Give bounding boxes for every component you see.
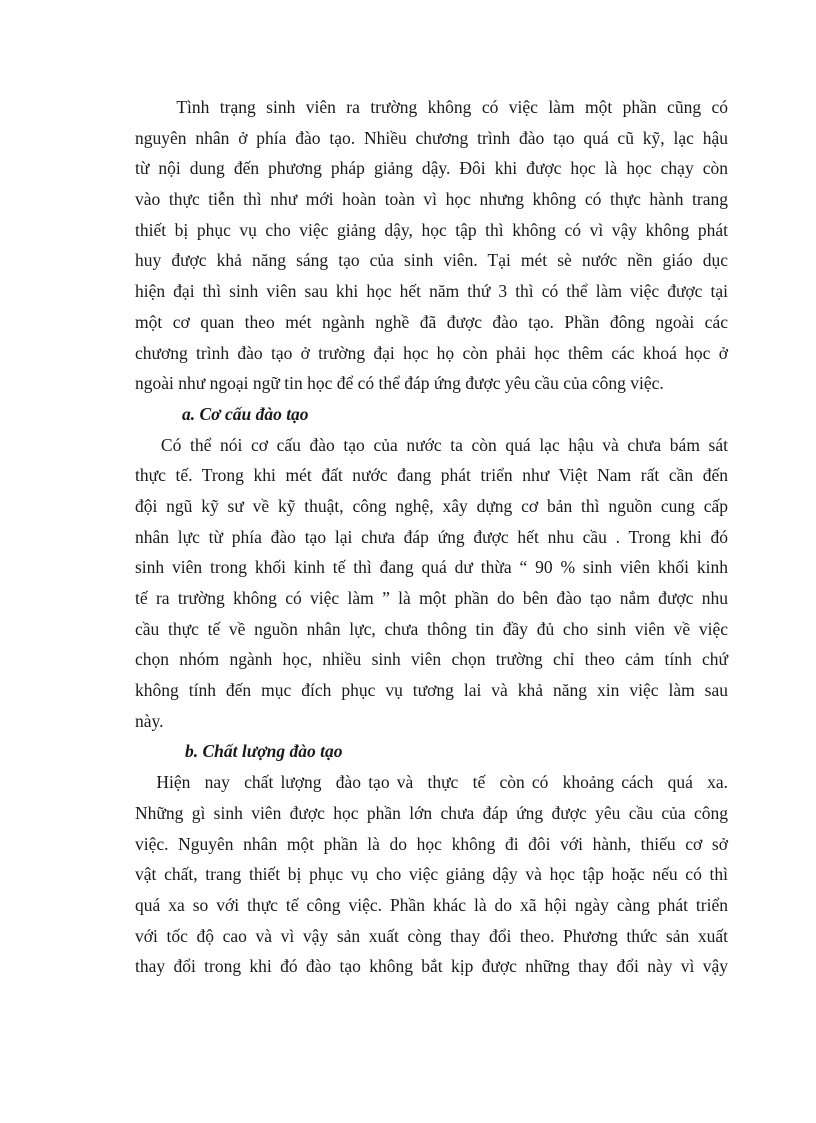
paragraph-line: từ nội dung đến phương pháp giảng dậy. Đôi khi được học là học chạy còn (135, 158, 728, 179)
paragraph-line: Tình trạng sinh viên ra trường không có việc làm một phần cũng có (135, 97, 728, 117)
section-heading-b: b. Chất lượng đào tạo (185, 741, 343, 762)
paragraph-line: nguyên nhân ở phía đào tạo. Nhiều chương trình đào tạo quá cũ kỹ, lạc hậu (135, 127, 728, 148)
paragraph-line: này. (135, 710, 164, 731)
paragraph-3 (135, 767, 728, 982)
paragraph-line: huy được khả năng sáng tạo của sinh viên. Tại mét sè nước nền giáo dục (135, 250, 728, 271)
paragraph-line: một cơ quan theo mét ngành nghề đã được đào tạo. Phần đông ngoài các (135, 311, 728, 332)
paragraph-line: Hiện nay chất lượng đào tạo và thực tế còn có khoảng cách quá xa. (135, 772, 728, 793)
section-heading-a: a. Cơ cấu đào tạo (182, 403, 309, 424)
paragraph-line: vào thực tiễn thì như mới hoàn toàn vì học nhưng không có thực hành trang (135, 189, 728, 210)
paragraph-line: thực tế. Trong khi mét đất nước đang phát triển như Việt Nam rất cần đến (135, 465, 728, 486)
paragraph-line: nhân lực từ phía đào tạo lại chưa đáp ứng được hết nhu cầu . Trong khi đó (135, 526, 728, 547)
body-text (135, 92, 728, 982)
paragraph-line: Có thể nói cơ cấu đào tạo của nước ta còn quá lạc hậu và chưa bám sát (135, 434, 728, 455)
paragraph-line: chương trình đào tạo ở trường đại học họ còn phải học thêm các khoá học ở (135, 342, 728, 363)
paragraph-line: đội ngũ kỹ sư về kỹ thuật, công nghệ, xây dựng cơ bản thì nguồn cung cấp (135, 495, 728, 516)
paragraph-line: sinh viên trong khối kinh tế thì đang quá dư thừa “ 90 % sinh viên khối kinh (135, 557, 728, 578)
paragraph-1 (135, 92, 728, 399)
paragraph-line: với tốc độ cao và vì vậy sản xuất còng thay đổi theo. Phương thức sản xuất (135, 925, 728, 946)
paragraph-line: tế ra trường không có việc làm ” là một phần do bên đào tạo nắm được nhu (135, 588, 728, 608)
paragraph-line: quá xa so với thực tế công việc. Phần khác là do xã hội ngày càng phát triển (135, 894, 728, 915)
paragraph-line: vật chất, trang thiết bị phục vụ cho việc giảng dậy và học tập hoặc nếu có thì (135, 864, 728, 885)
paragraph-line: Những gì sinh viên được học phần lớn chưa đáp ứng được yêu cầu của công (135, 802, 728, 823)
paragraph-line: chọn nhóm ngành học, nhiều sinh viên chọn trường chỉ theo cảm tính chứ (135, 649, 728, 670)
paragraph-line: hiện đại thì sinh viên sau khi học hết năm thứ 3 thì có thể làm việc được tại (135, 281, 728, 302)
paragraph-line: việc. Nguyên nhân một phần là do học không đi đôi với hành, thiếu cơ sở (135, 833, 728, 854)
paragraph-line: thay đổi trong khi đó đào tạo không bắt kịp được những thay đổi này vì vậy (135, 956, 728, 977)
paragraph-line: không tính đến mục đích phục vụ tương lai và khả năng xin việc làm sau (135, 680, 728, 701)
paragraph-2 (135, 430, 728, 737)
paragraph-line: ngoài như ngoại ngữ tin học để có thể đáp ứng được yêu cầu của công việc. (135, 373, 664, 394)
paragraph-line: cầu thực tế về nguồn nhân lực, chưa thông tin đầy đủ cho sinh viên về việc (135, 618, 728, 639)
paragraph-line: thiết bị phục vụ cho việc giảng dậy, học tập thì không có vì vậy không phát (135, 219, 728, 240)
